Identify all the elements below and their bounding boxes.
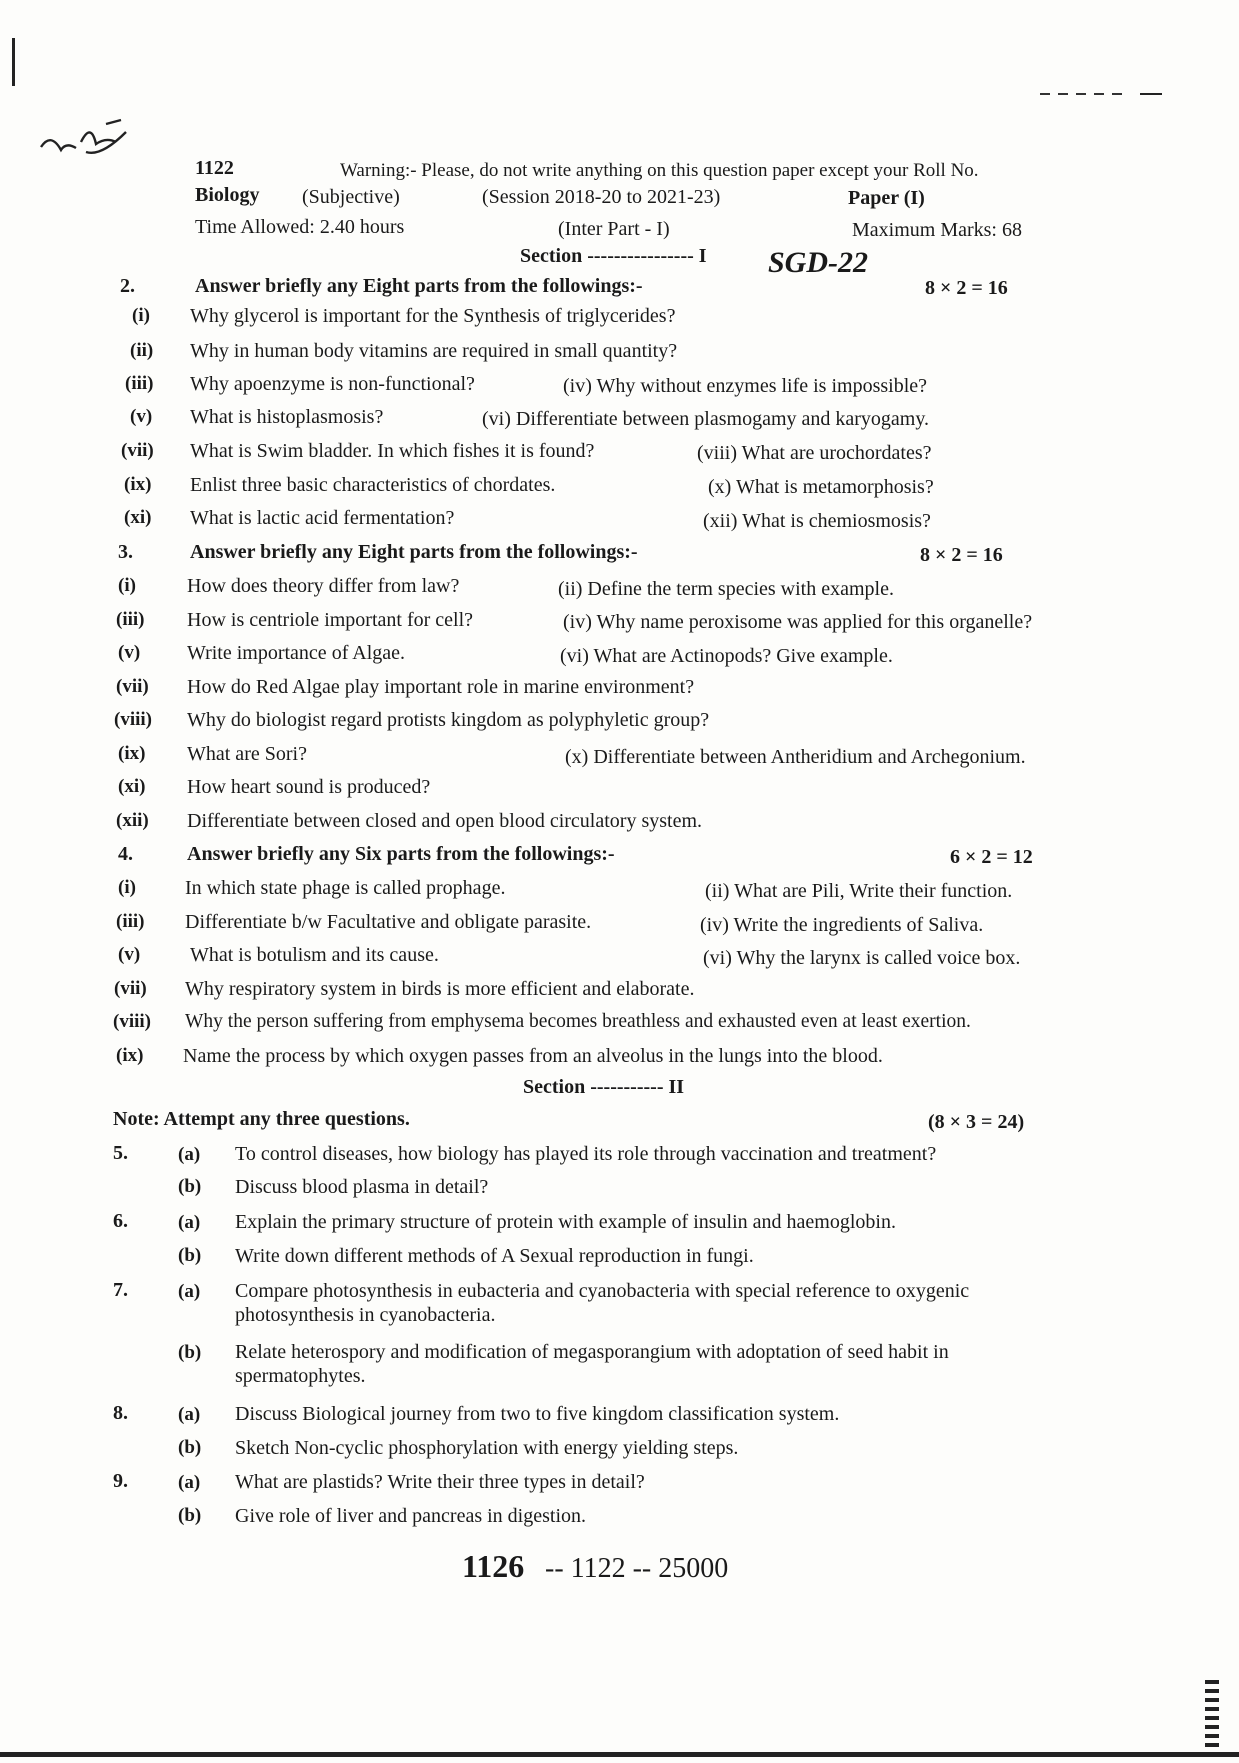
- part-text: Why apoenzyme is non-functional?: [190, 373, 475, 395]
- part-text: Discuss blood plasma in detail?: [235, 1176, 489, 1198]
- part-text: Enlist three basic characteristics of chordates.: [190, 474, 556, 496]
- part-text: (ii) What are Pili, Write their function.: [705, 880, 1013, 902]
- question-marks: 8 × 2 = 16: [920, 544, 1003, 566]
- part-label: (a): [178, 1281, 201, 1302]
- scan-corner-mark: [1205, 1680, 1219, 1750]
- part-text: What are Sori?: [187, 743, 307, 765]
- part-text: How heart sound is produced?: [187, 776, 431, 798]
- question-number: 6.: [113, 1210, 128, 1232]
- part-text: (viii) What are urochordates?: [697, 442, 932, 464]
- question-heading: Answer briefly any Eight parts from the followings:-: [195, 275, 643, 297]
- part-label: (i): [118, 877, 136, 898]
- subject: Biology: [195, 184, 260, 206]
- part-text: What is lactic acid fermentation?: [190, 507, 455, 529]
- part-label: (ii): [130, 340, 154, 361]
- question-heading: Answer briefly any Six parts from the followings:-: [187, 843, 615, 865]
- part-text: How is centriole important for cell?: [187, 609, 474, 631]
- question-heading: Answer briefly any Eight parts from the followings:-: [190, 541, 638, 563]
- part-label: (xii): [116, 810, 149, 831]
- part-label: (vii): [116, 676, 149, 697]
- part-label: (viii): [114, 709, 152, 730]
- part-label: (ix): [124, 474, 152, 495]
- footer-code: 1126: [462, 1548, 525, 1584]
- part-label: (vii): [114, 978, 147, 999]
- part-label: (ix): [118, 743, 146, 764]
- part-text: Differentiate b/w Facultative and obligate parasite.: [185, 911, 592, 933]
- handwritten-code: SGD-22: [768, 246, 869, 279]
- part-text: Explain the primary structure of protein with example of insulin and haemoglobin.: [235, 1211, 896, 1233]
- part-label: (xi): [124, 507, 152, 528]
- scan-line-mark: [1140, 93, 1162, 95]
- part-text: Differentiate between closed and open blood circulatory system.: [187, 810, 703, 832]
- paper-type: (Subjective): [302, 186, 400, 208]
- bottom-rule: [0, 1752, 1239, 1757]
- part-text-continued: spermatophytes.: [235, 1365, 366, 1387]
- part-label: (xi): [118, 776, 146, 797]
- paper-code: 1122: [195, 157, 234, 179]
- time-allowed: Time Allowed: 2.40 hours: [195, 216, 405, 238]
- part-text-continued: photosynthesis in cyanobacteria.: [235, 1304, 496, 1326]
- question-number: 5.: [113, 1142, 128, 1164]
- part-label: (viii): [113, 1011, 151, 1032]
- part-text: Write down different methods of A Sexual reproduction in fungi.: [235, 1245, 754, 1267]
- part-text: (x) Differentiate between Antheridium and Archegonium.: [565, 746, 1026, 768]
- inter-part: (Inter Part - I): [558, 218, 670, 240]
- part-label: (b): [178, 1176, 202, 1197]
- part-text: How does theory differ from law?: [187, 575, 460, 597]
- part-label: (i): [132, 305, 150, 326]
- warning-text: Warning:- Please, do not write anything on this question paper except your Roll No.: [340, 160, 979, 181]
- part-text: Sketch Non-cyclic phosphorylation with energy yielding steps.: [235, 1437, 739, 1459]
- paper-number: Paper (I): [848, 187, 925, 209]
- part-text: Discuss Biological journey from two to five kingdom classification system.: [235, 1403, 840, 1425]
- part-text: Why in human body vitamins are required in small quantity?: [190, 340, 678, 362]
- part-text: Why respiratory system in birds is more efficient and elaborate.: [185, 978, 695, 1000]
- question-number: 9.: [113, 1470, 128, 1492]
- question-number: 8.: [113, 1402, 128, 1424]
- part-text: (xii) What is chemiosmosis?: [703, 510, 931, 532]
- part-text: (iv) Why without enzymes life is impossible?: [563, 375, 928, 397]
- part-label: (i): [118, 575, 136, 596]
- part-text: Why glycerol is important for the Synthesis of triglycerides?: [190, 305, 676, 327]
- part-label: (b): [178, 1245, 202, 1266]
- part-text: How do Red Algae play important role in marine environment?: [187, 676, 695, 698]
- part-label: (v): [118, 944, 141, 965]
- part-label: (v): [130, 406, 153, 427]
- part-text: Write importance of Algae.: [187, 642, 405, 664]
- question-marks: 8 × 2 = 16: [925, 277, 1008, 299]
- part-text: (ii) Define the term species with example.: [558, 578, 894, 600]
- part-text: What is Swim bladder. In which fishes it is found?: [190, 440, 595, 462]
- session: (Session 2018-20 to 2021-23): [482, 186, 721, 208]
- part-label: (vii): [121, 440, 154, 461]
- part-text: (vi) Differentiate between plasmogamy and karyogamy.: [482, 408, 930, 430]
- part-text: To control diseases, how biology has played its role through vaccination and treatment?: [235, 1143, 937, 1165]
- part-label: (b): [178, 1342, 202, 1363]
- part-text: (iv) Why name peroxisome was applied for this organelle?: [563, 611, 1033, 633]
- part-label: (a): [178, 1472, 201, 1493]
- question-marks: 6 × 2 = 12: [950, 846, 1033, 868]
- part-label: (ix): [116, 1045, 144, 1066]
- part-label: (iii): [125, 373, 154, 394]
- part-label: (a): [178, 1404, 201, 1425]
- part-text: In which state phage is called prophage.: [185, 877, 506, 899]
- part-text: Compare photosynthesis in eubacteria and cyanobacteria with special reference to oxygenic: [235, 1280, 970, 1302]
- maximum-marks: Maximum Marks: 68: [852, 219, 1022, 241]
- part-label: (a): [178, 1144, 201, 1165]
- part-text: Why the person suffering from emphysema becomes breathless and exhausted even at least exertion.: [185, 1011, 971, 1032]
- part-text: Name the process by which oxygen passes from an alveolus in the lungs into the blood.: [183, 1045, 883, 1067]
- section-two-title: Section ----------- II: [523, 1076, 685, 1098]
- section-one-title: Section ---------------- I: [520, 245, 707, 267]
- footer-codes: -- 1122 -- 25000: [545, 1553, 729, 1584]
- part-text: (x) What is metamorphosis?: [708, 476, 934, 498]
- question-number: 7.: [113, 1279, 128, 1301]
- part-text: Give role of liver and pancreas in digestion.: [235, 1505, 586, 1527]
- part-label: (iii): [116, 609, 145, 630]
- section-two-marks: (8 × 3 = 24): [928, 1111, 1025, 1133]
- part-text: Relate heterospory and modification of megasporangium with adoptation of seed habit in: [235, 1341, 949, 1363]
- scan-edge-mark: [12, 38, 15, 86]
- section-two-note: Note: Attempt any three questions.: [113, 1108, 410, 1130]
- part-text: What are plastids? Write their three types in detail?: [235, 1471, 645, 1493]
- question-number: 2.: [120, 275, 135, 297]
- question-number: 3.: [118, 541, 133, 563]
- part-text: (iv) Write the ingredients of Saliva.: [700, 914, 984, 936]
- part-label: (a): [178, 1212, 201, 1233]
- part-text: What is histoplasmosis?: [190, 406, 384, 428]
- part-text: Why do biologist regard protists kingdom as polyphyletic group?: [187, 709, 710, 731]
- part-label: (v): [118, 642, 141, 663]
- handwritten-note: [36, 112, 136, 162]
- part-label: (b): [178, 1437, 202, 1458]
- question-number: 4.: [118, 843, 133, 865]
- part-text: What is botulism and its cause.: [190, 944, 439, 966]
- part-text: (vi) Why the larynx is called voice box.: [703, 947, 1021, 969]
- part-label: (b): [178, 1505, 202, 1526]
- scan-dash-mark: [1040, 93, 1130, 95]
- part-text: (vi) What are Actinopods? Give example.: [560, 645, 893, 667]
- part-label: (iii): [116, 911, 145, 932]
